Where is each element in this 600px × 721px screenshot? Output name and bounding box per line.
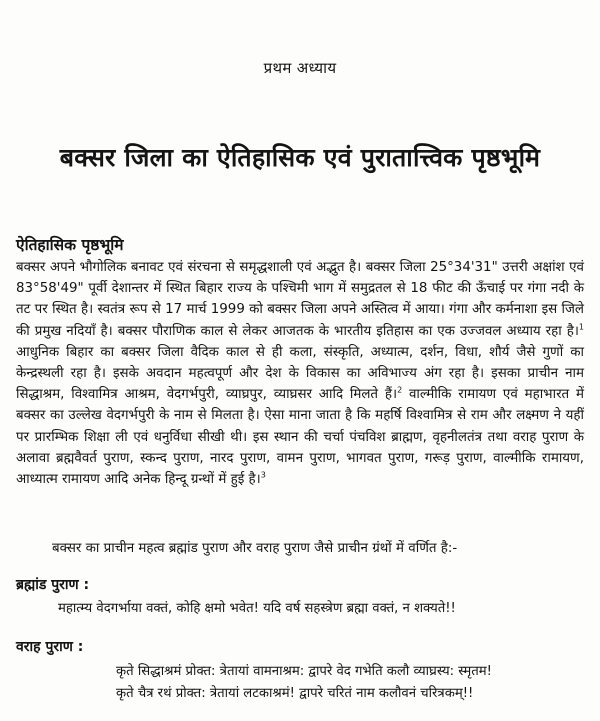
varah-purana-verse-line-2: कृते चैत्र रथं प्रोक्त: त्रेतायां लटकाश्रमं! द्वापरे चरितं नाम कलौवनं चरित्रकम्!!: [116, 686, 474, 701]
body-paragraph: [16, 257, 584, 490]
brahmand-purana-verse: महात्म्य वेदगर्भाया वक्तं, कोहि क्षमो भवेत! यदि वर्ष सहस्त्रेण ब्रह्मा वक्तं, न शक्यते!!: [58, 601, 456, 616]
paragraph-text-part-2: आधुनिक बिहार का बक्सर जिला वैदिक काल से ही कला, संस्कृति, अध्यात्म, दर्शन, विधा, शौर्य जैसे गुणों का केन्द्रस्थली रहा है। इसके अवदान महत्वपूर्ण और देश के विकास का अविभाज्य अंग रहा है। इसका प्राचीन नाम सिद्धाश्रम, विश्वामित्र आश्रम, वेदगर्भपुरी, व्याघ्रपुर, व्याघ्रसर आदि मिलते हैं।: [16, 344, 584, 403]
footnote-marker-1: 1: [578, 322, 584, 332]
page-title: बक्सर जिला का ऐतिहासिक एवं पुरातात्त्विक पृष्ठभूमि: [59, 143, 541, 172]
varah-purana-heading: वराह पुराण :: [16, 639, 84, 655]
paragraph-text-part-1: बक्सर अपने भौगोलिक बनावट एवं संरचना से समृद्धशाली एवं अद्भुत है। बक्सर जिला 25°34'31" उत्तरी अक्षांश एवं 83°58'49" पूर्वी देशान्तर में स्थित बिहार राज्य के पश्चिमी भाग में समुद्रतल से 18 फीट की ऊँचाई पर गंगा नदी के तट पर स्थित है। स्वतंत्र रूप से 17 मार्च 1999 को बक्सर जिला अपने अस्तित्व में आया। गंगा और कर्मनाशा इस जिले की प्रमुख नदियाँ है। बक्सर पौराणिक काल से लेकर आजतक के भारतीय इतिहास का एक उज्जवल अध्याय रहा है।: [16, 260, 584, 339]
section-heading-historical-background: ऐतिहासिक पृष्ठभूमि: [16, 236, 124, 254]
summary-line: बक्सर का प्राचीन महत्व ब्रह्मांड पुराण और वराह पुराण जैसे प्राचीन ग्रंथों में वर्णित है:-: [52, 541, 458, 556]
paragraph-text-part-3: वाल्मीकि रामायण एवं महाभारत में बक्सर का उल्लेख वेदगर्भपुरी के नाम से मिलता है। ऐसा माना जाता है कि महर्षि विश्वामित्र से राम और लक्ष्मण ने यहीं पर प्रारम्भिक शिक्षा ली एवं धनुर्विधा सीखी थी। इस स्थान की चर्चा पंचविश ब्राह्मण, वृहनीलतंत्र तथा वराह पुराण के अलावा ब्रह्मवैवर्त पुराण, स्कन्द पुराण, नारद पुराण, वामन पुराण, भागवत पुराण, गरूड़ पुराण, वाल्मीकि रामायण, आध्यात्म रामायण आदि अनेक हिन्दू ग्रन्थों में हुई है।: [16, 387, 584, 488]
chapter-label: प्रथम अध्याय: [263, 59, 337, 77]
varah-purana-verse-line-1: कृते सिद्धाश्रमं प्रोक्त: त्रेतायां वामनाश्रम: द्वापरे वेद गभेति कलौ व्याघ्रस्य: स्मृतम!: [116, 664, 492, 679]
brahmand-purana-heading: ब्रह्मांड पुराण :: [16, 577, 90, 593]
footnote-marker-3: 3: [260, 470, 266, 480]
footnote-marker-2: 2: [397, 385, 403, 395]
